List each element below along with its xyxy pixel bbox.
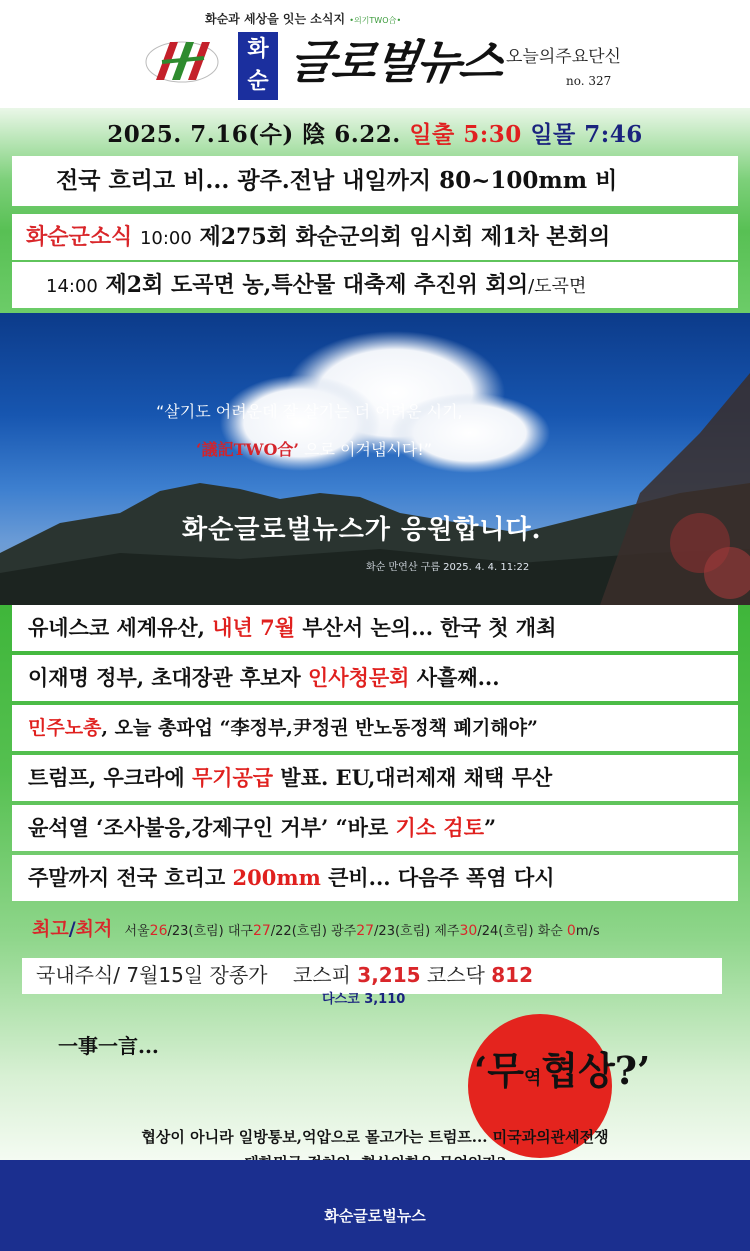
headline-1 (12, 605, 738, 651)
photo-caption: 화순 만연산 구름 2025. 4. 4. 11:22 (366, 562, 530, 573)
photo-quote-rest: 으로 이겨냅시다!” (304, 440, 433, 459)
headline-4-red: 무기공급 (191, 765, 274, 790)
headline-3 (12, 705, 738, 751)
local-news-row-1 (12, 214, 738, 260)
temperature-row (12, 906, 738, 952)
gwangju-rest: /23(흐림) (374, 924, 431, 939)
wind-unit: m/s (575, 924, 600, 939)
daegu-label: 대구 (227, 924, 253, 939)
jeju-label: 제주 (434, 924, 460, 939)
hh-logo-icon (142, 36, 222, 86)
local-news-time-1: 10:00 (139, 228, 192, 249)
issue-number: no. 327 (566, 74, 612, 88)
headline-6-b: 큰비... 다음주 폭염 다시 (320, 865, 555, 890)
tagline-text: 화순과 세상을 잇는 소식지 (205, 12, 346, 26)
local-news-text-1: 제275회 화순군의회 임시회 제1차 본회의 (199, 224, 611, 250)
photo-quote-line-2 (196, 437, 432, 460)
gwangju-high: 27 (356, 923, 375, 939)
temperature-title (32, 918, 112, 940)
saying-close-quote: ’ (637, 1048, 651, 1093)
headline-2-b: 사흘째... (409, 665, 500, 690)
headline-1-red: 내년 7월 (212, 615, 296, 640)
kospi-label: 코스피 (292, 963, 351, 987)
temp-title-low: 최저 (75, 918, 113, 940)
headline-4 (12, 755, 738, 801)
headline-2-a: 이재명 정부, 초대장관 후보자 (28, 665, 308, 690)
header-title: 오늘의주요단신 (506, 47, 621, 67)
headline-6 (12, 855, 738, 901)
kosdaq-label: 코스닥 (426, 963, 485, 987)
headline-6-red: 200mm (232, 865, 321, 890)
saying-char-4: 상? (578, 1048, 638, 1093)
local-news-text-2: 제2회 도곡면 농,특산물 대축제 추진위 회의 (105, 272, 529, 298)
sunrise-label: 일출 (409, 121, 455, 148)
hwasun-label: 화순 (537, 924, 563, 939)
sunset-time: 7:46 (584, 121, 643, 148)
headline-4-b: 발표. EU,대러제재 채택 무산 (273, 765, 553, 790)
headline-5 (12, 805, 738, 851)
photo-quote-line-1: “살기도 어려운데 잘 살기는 더 어려운 시기, (156, 402, 463, 421)
photo-quote-red: ‘議記TWO合’ (196, 440, 299, 459)
daegu-rest: /22(흐림) (270, 924, 327, 939)
temp-title-high: 최고 (32, 918, 69, 940)
logo-box-top: 화 (247, 37, 269, 62)
headline-2-red: 인사청문회 (308, 665, 410, 690)
gwangju-label: 광주 (331, 924, 357, 939)
sunrise-time: 5:30 (463, 121, 522, 148)
logo-box-bottom: 순 (247, 69, 269, 94)
headline-3-red: 민주노총 (28, 717, 102, 739)
mountain-photo (0, 313, 750, 605)
saying-char-3: 협 (541, 1048, 579, 1093)
headline-6-a: 주말까지 전국 흐리고 (28, 865, 233, 890)
local-news-time-2: 14:00 (46, 276, 98, 297)
headline-1-b: 부산서 논의... 한국 첫 개최 (295, 615, 557, 640)
date: 2025. 7.16(수) (107, 121, 294, 148)
headline-3-b: , 오늘 총파업 “李정부,尹정권 반노동정책 폐기해야” (101, 717, 538, 739)
tagline-small: •의기TWO合• (349, 16, 402, 25)
hwasun-wind: 0 (566, 923, 576, 939)
headline-2 (12, 655, 738, 701)
jeju-high: 30 (459, 923, 478, 939)
support-message: 화순글로벌뉴스가 응원합니다. (182, 515, 542, 545)
stock-label: 국내주식/ 7월15일 장종가 (36, 963, 268, 987)
header (0, 0, 750, 108)
saying-title: 一事一言... (58, 1034, 159, 1058)
seoul-rest: /23(흐림) (167, 924, 224, 939)
sunset-label: 일몰 (530, 121, 576, 148)
footer-text: 화순글로벌뉴스 (324, 1207, 426, 1225)
weather-headline: 전국 흐리고 비... 광주.전남 내일까지 80~100mm 비 (12, 156, 738, 206)
logo-script: 글로벌뉴스 (285, 35, 506, 89)
saying-line-1: 협상이 아니라 일방통보,억압으로 몰고가는 트럼프... 미국과의관세전쟁 (141, 1128, 609, 1146)
kospi-value: 3,215 (357, 963, 421, 987)
date-line (0, 116, 750, 149)
saying-char-1: 무 (487, 1048, 524, 1093)
lunar-date: 陰 6.22. (302, 121, 401, 148)
temp-title-sep: / (68, 918, 76, 940)
saying-headline (474, 1040, 650, 1095)
saying-char-2: 역 (523, 1068, 542, 1089)
jeju-rest: /24(흐림) (477, 924, 534, 939)
saying-open-quote: ‘ (474, 1048, 488, 1093)
headline-5-red: 기소 검토 (395, 815, 485, 840)
headline-4-a: 트럼프, 우크라에 (28, 765, 192, 790)
seoul-label: 서울 (124, 924, 150, 939)
headline-1-a: 유네스코 세계유산, (28, 615, 213, 640)
logo-box (238, 32, 278, 100)
local-news-label: 화순군소식 (26, 224, 133, 250)
headline-5-b: ” (484, 815, 497, 840)
tagline (205, 10, 401, 27)
kosdaq-value: 812 (491, 963, 533, 987)
headline-5-a: 윤석열 ‘조사불응,강제구인 거부’ “바로 (28, 815, 396, 840)
daegu-high: 27 (252, 923, 271, 939)
local-news-row-2 (12, 262, 738, 308)
local-news-place-2: /도곡면 (528, 276, 587, 297)
nasdaq-value: 다스코 3,110 (322, 992, 406, 1007)
seoul-high: 26 (149, 923, 168, 939)
